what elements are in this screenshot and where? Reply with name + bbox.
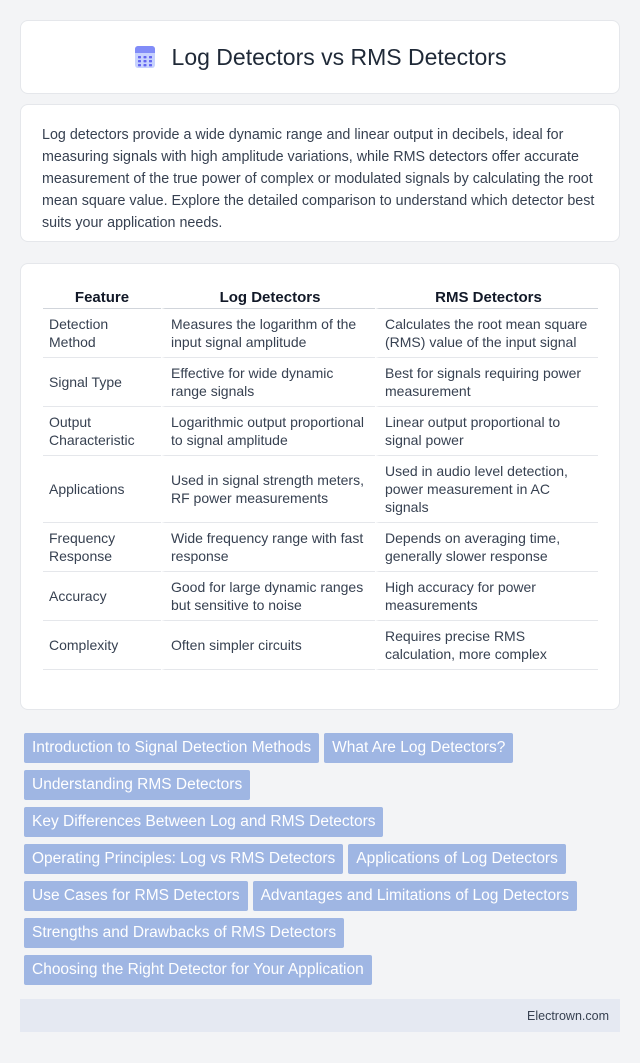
feature-cell: Signal Type	[43, 358, 161, 407]
log-cell: Used in signal strength meters, RF power measurements	[161, 456, 375, 523]
tag-link[interactable]: Applications of Log Detectors	[348, 844, 566, 874]
feature-cell: Accuracy	[43, 572, 161, 621]
feature-cell: Applications	[43, 456, 161, 523]
tag-link[interactable]: Introduction to Signal Detection Methods	[24, 733, 319, 763]
log-cell: Effective for wide dynamic range signals	[161, 358, 375, 407]
rms-cell: Used in audio level detection, power measurement in AC signals	[375, 456, 598, 523]
log-cell: Measures the logarithm of the input signal amplitude	[161, 309, 375, 358]
title-card	[20, 20, 620, 94]
column-header-log: Log Detectors	[161, 283, 375, 309]
table-row	[43, 621, 598, 670]
comparison-table	[43, 283, 598, 670]
table-row	[43, 358, 598, 407]
tag-link[interactable]: What Are Log Detectors?	[324, 733, 513, 763]
calculator-icon	[134, 45, 156, 69]
intro-card	[20, 104, 620, 242]
rms-cell: Depends on averaging time, generally slower response	[375, 523, 598, 572]
log-cell: Often simpler circuits	[161, 621, 375, 670]
tag-link[interactable]: Choosing the Right Detector for Your Application	[24, 955, 372, 985]
tag-link[interactable]: Use Cases for RMS Detectors	[24, 881, 248, 911]
tag-link[interactable]: Strengths and Drawbacks of RMS Detectors	[24, 918, 344, 948]
feature-cell: Frequency Response	[43, 523, 161, 572]
rms-cell: Calculates the root mean square (RMS) value of the input signal	[375, 309, 598, 358]
log-cell: Logarithmic output proportional to signal amplitude	[161, 407, 375, 456]
tag-link[interactable]: Understanding RMS Detectors	[24, 770, 250, 800]
column-header-feature: Feature	[43, 283, 161, 309]
feature-cell: Output Characteristic	[43, 407, 161, 456]
table-row	[43, 407, 598, 456]
intro-text: Log detectors provide a wide dynamic range and linear output in decibels, ideal for measuring signals with high amplitude variations, while RMS detectors offer accurate measurement of the true power of complex or modulated signals by calculating the root mean square value. Explore the detailed comparison to understand which detector best suits your application needs.	[42, 127, 595, 231]
tag-link[interactable]: Operating Principles: Log vs RMS Detectors	[24, 844, 343, 874]
log-cell: Good for large dynamic ranges but sensitive to noise	[161, 572, 375, 621]
table-row	[43, 572, 598, 621]
topic-tags	[24, 733, 604, 992]
feature-cell: Complexity	[43, 621, 161, 670]
tag-link[interactable]: Advantages and Limitations of Log Detectors	[253, 881, 577, 911]
table-row	[43, 309, 598, 358]
table-row	[43, 523, 598, 572]
log-cell: Wide frequency range with fast response	[161, 523, 375, 572]
tag-link[interactable]: Key Differences Between Log and RMS Detectors	[24, 807, 383, 837]
rms-cell: Best for signals requiring power measurement	[375, 358, 598, 407]
table-row	[43, 456, 598, 523]
footer	[20, 999, 620, 1032]
table-header-row	[43, 283, 598, 309]
rms-cell: Linear output proportional to signal power	[375, 407, 598, 456]
comparison-table-card	[20, 263, 620, 710]
column-header-rms: RMS Detectors	[375, 283, 598, 309]
page-title: Log Detectors vs RMS Detectors	[171, 43, 507, 70]
feature-cell: Detection Method	[43, 309, 161, 358]
footer-site[interactable]: Electrown.com	[527, 1008, 609, 1023]
rms-cell: High accuracy for power measurements	[375, 572, 598, 621]
rms-cell: Requires precise RMS calculation, more complex	[375, 621, 598, 670]
